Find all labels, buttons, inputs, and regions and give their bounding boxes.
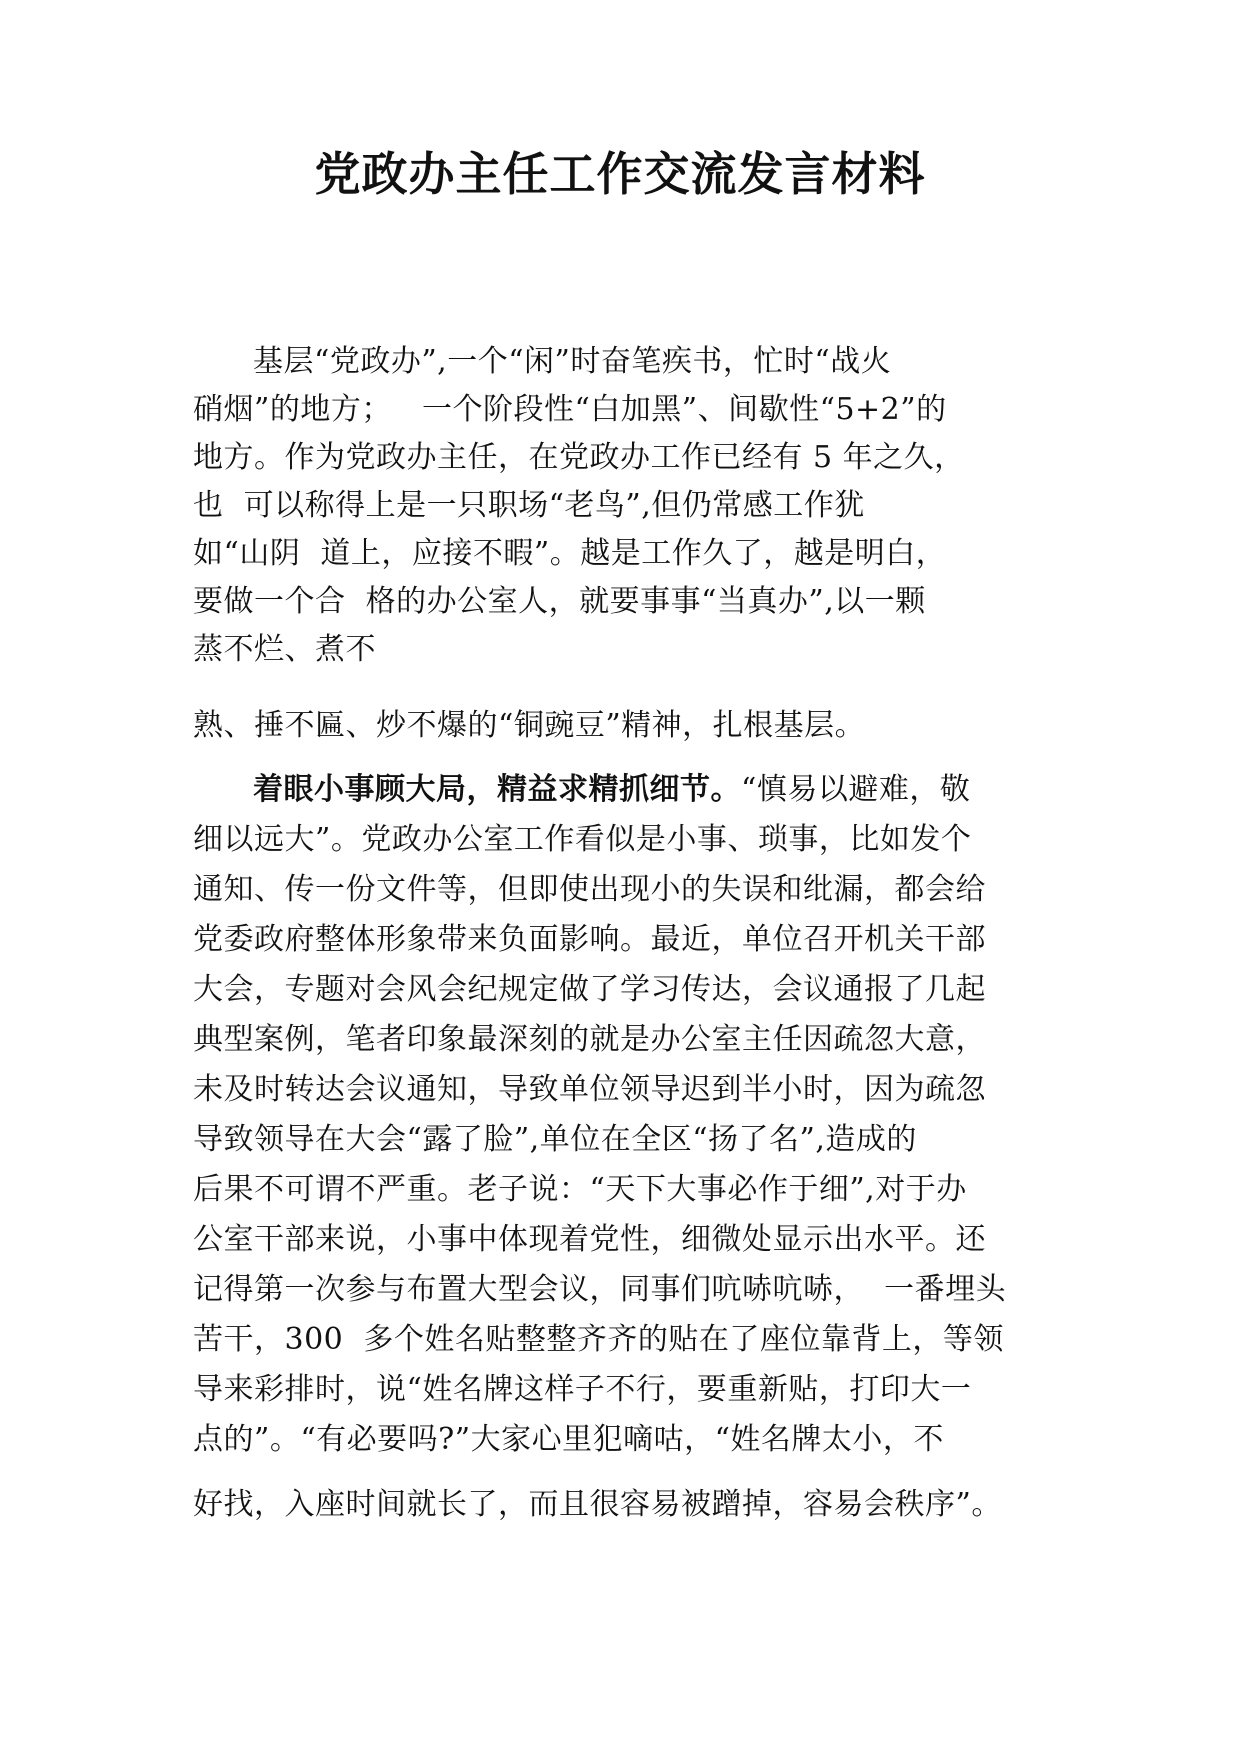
paragraph-2-line: 导致领导在大会“露了脸”,单位在全区“扬了名”,造成的 — [193, 1122, 917, 1157]
paragraph-2-line: 点的”。“有必要吗?”大家心里犯嘀咕，“姓名牌太小，不 — [193, 1422, 944, 1457]
paragraph-2-line: 导来彩排时，说“姓名牌这样子不行，要重新贴，打印大一 — [193, 1372, 972, 1407]
paragraph-2-line: 苦干，300 多个姓名贴整整齐齐的贴在了座位靠背上，等领 — [193, 1322, 1004, 1357]
paragraph-2-line: 通知、传一份文件等，但即使出现小的失误和纰漏，都会给 — [193, 872, 986, 907]
paragraph-2-line: 公室干部来说，小事中体现着党性，细微处显示出水平。还 — [193, 1222, 986, 1257]
paragraph-2-line: 后果不可谓不严重。老子说：“天下大事必作于细”,对于办 — [193, 1172, 967, 1207]
paragraph-2-line: 典型案例，笔者印象最深刻的就是办公室主任因疏忽大意， — [193, 1022, 986, 1057]
paragraph-2-line: 好找，入座时间就长了，而且很容易被蹭掉，容易会秩序”。 — [193, 1487, 1002, 1522]
paragraph-1-line: 也 可以称得上是一只职场“老鸟”,但仍常感工作犹 — [193, 488, 865, 523]
paragraph-1-line: 硝烟”的地方； 一个阶段性“白加黑”、间歇性“5+2”的 — [193, 392, 947, 427]
paragraph-2-line: 未及时转达会议通知，导致单位领导迟到半小时，因为疏忽 — [193, 1072, 986, 1107]
paragraph-2-heading: 着眼小事顾大局，精益求精抓细节。 — [253, 772, 741, 807]
document-title: 党政办主任工作交流发言材料 — [314, 147, 926, 201]
paragraph-2-line: 细以远大”。党政办公室工作看似是小事、琐事，比如发个 — [193, 822, 972, 857]
paragraph-1-line: 要做一个合 格的办公室人，就要事事“当真办”,以一颗 — [193, 584, 926, 619]
paragraph-1-line: 如“山阴 道上，应接不暇”。越是工作久了，越是明白， — [193, 536, 947, 571]
paragraph-1-line: 基层“党政办”,一个“闲”时奋笔疾书，忙时“战火 — [253, 344, 892, 379]
paragraph-2-line: 党委政府整体形象带来负面影响。最近，单位召开机关干部 — [193, 922, 986, 957]
paragraph-2-first-line — [253, 770, 970, 810]
paragraph-1-line: 熟、捶不匾、炒不爆的“铜豌豆”精神，扎根基层。 — [193, 708, 866, 743]
paragraph-2-line: 大会，专题对会风会纪规定做了学习传达，会议通报了几起 — [193, 972, 986, 1007]
paragraph-1-line: 蒸不烂、煮不 — [193, 632, 376, 667]
paragraph-1-line: 地方。作为党政办主任，在党政办工作已经有 5 年之久， — [193, 440, 965, 475]
paragraph-2-line: 记得第一次参与布置大型会议，同事们吭哧吭哧， 一番埋头 — [193, 1272, 1007, 1307]
paragraph-2-first-line-rest: “慎易以避难，敬 — [741, 772, 971, 807]
